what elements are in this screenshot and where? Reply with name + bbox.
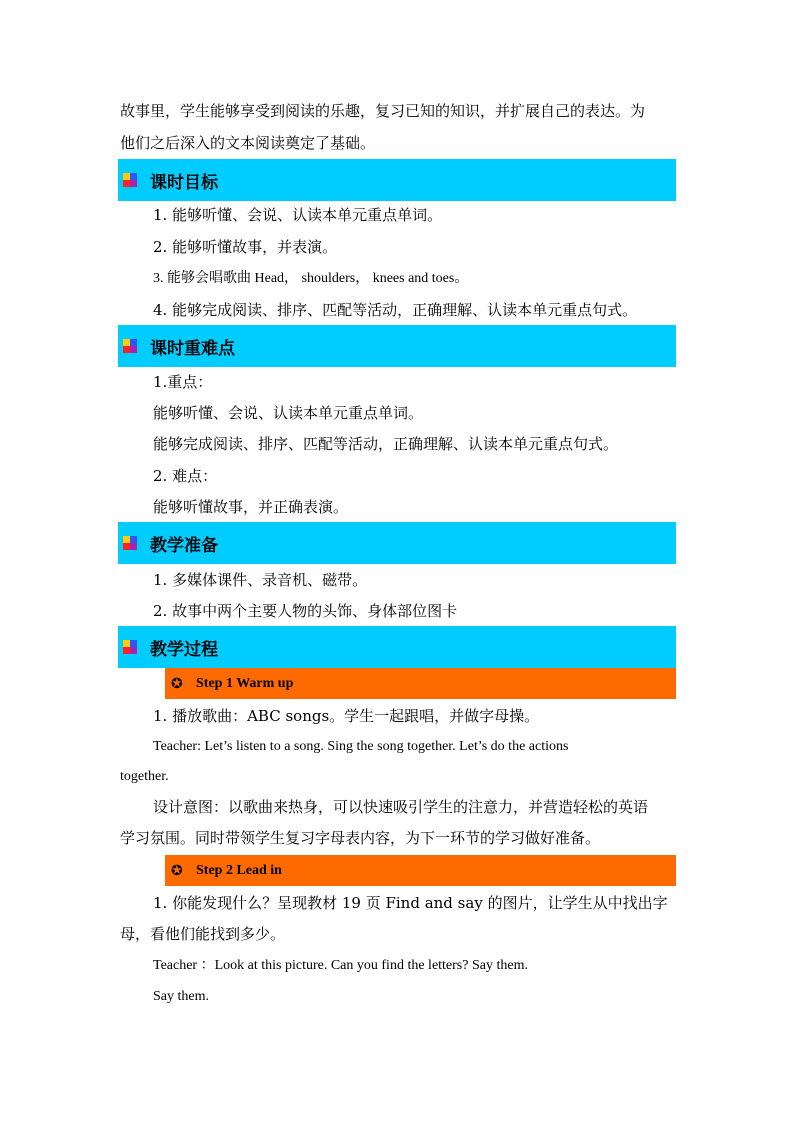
colorful-square-bullet-icon (123, 640, 137, 654)
section-title: 课时重难点 (150, 338, 235, 359)
circled-star-icon: ✪ (171, 675, 183, 692)
intro-line-1: 故事里，学生能够享受到阅读的乐趣，复习已知的知识，并扩展自己的表达。为 (120, 102, 646, 120)
objective-item: 2. 能够听懂故事，并表演。 (153, 238, 338, 256)
colorful-square-bullet-icon (123, 339, 137, 353)
step2-line: Say them. (153, 989, 209, 1004)
circled-star-icon: ✪ (171, 862, 183, 879)
section-header-process (118, 626, 676, 668)
objective-item: 3. 能够会唱歌曲 Head， shoulders， knees and toes。 (153, 271, 469, 286)
colorful-square-bullet-icon (123, 173, 137, 187)
objective-item: 1. 能够听懂、会说、认读本单元重点单词。 (153, 206, 443, 224)
step-title: Step 2 Lead in (196, 862, 282, 878)
objective-item: 4. 能够完成阅读、排序、匹配等活动，正确理解、认读本单元重点句式。 (153, 301, 638, 319)
section-header-objectives (118, 159, 676, 201)
key-point-line: 2. 难点： (153, 467, 218, 485)
key-point-line: 能够听懂故事，并正确表演。 (153, 498, 349, 516)
section-title: 课时目标 (150, 172, 218, 193)
step1-line: together. (120, 769, 169, 784)
step1-line: 1. 播放歌曲：ABC songs。学生一起跟唱，并做字母操。 (153, 707, 540, 725)
section-title: 教学过程 (150, 639, 218, 660)
step1-line: Teacher: Let’s listen to a song. Sing the song together. Let’s do the actions (153, 739, 569, 754)
key-point-line: 能够完成阅读、排序、匹配等活动，正确理解、认读本单元重点句式。 (153, 435, 619, 453)
section-header-key-points (118, 325, 676, 367)
colorful-square-bullet-icon (123, 536, 137, 550)
step2-line: 1. 你能发现什么？呈现教材 19 页 Find and say 的图片，让学生从中找出字 (153, 894, 668, 912)
step-title: Step 1 Warm up (196, 675, 294, 691)
key-point-line: 能够听懂、会说、认读本单元重点单词。 (153, 404, 424, 422)
step2-line: Teacher ：Look at this picture. Can you find the letters? Say them. (153, 958, 528, 973)
step1-line: 设计意图：以歌曲来热身，可以快速吸引学生的注意力，并营造轻松的英语 (153, 798, 649, 816)
step2-line: 母，看他们能找到多少。 (120, 925, 286, 943)
key-point-line: 1.重点： (153, 373, 213, 391)
step-header-warm-up (165, 668, 676, 699)
step1-line: 学习氛围。同时带领学生复习字母表内容，为下一环节的学习做好准备。 (120, 829, 601, 847)
section-title: 教学准备 (150, 535, 218, 556)
preparation-item: 2. 故事中两个主要人物的头饰、身体部位图卡 (153, 602, 458, 620)
preparation-item: 1. 多媒体课件、录音机、磁带。 (153, 571, 368, 589)
intro-line-2: 他们之后深入的文本阅读奠定了基础。 (120, 134, 376, 152)
section-header-preparation (118, 522, 676, 564)
step-header-lead-in (165, 855, 676, 886)
